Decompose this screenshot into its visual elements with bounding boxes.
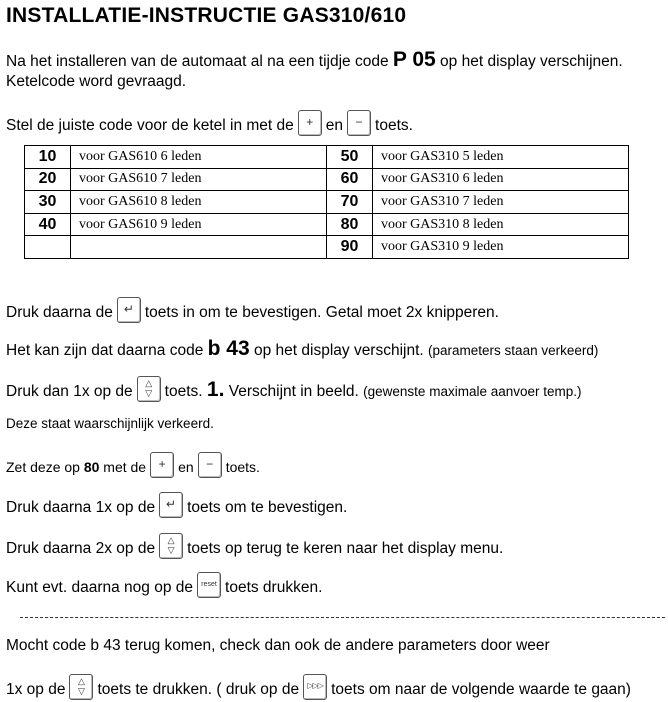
plus-key-icon: + [298, 110, 322, 136]
table-row [25, 236, 629, 259]
table-row [25, 191, 629, 214]
code-number-cell: 20 [25, 168, 71, 191]
set80-line [6, 452, 260, 478]
code-number-cell: 40 [25, 213, 71, 236]
code-number-cell: 80 [327, 213, 373, 236]
table-row [25, 213, 629, 236]
en-text: en [178, 459, 194, 475]
code-number-cell: 30 [25, 191, 71, 214]
set-code-line [6, 110, 413, 136]
value-one: 1. [206, 378, 225, 401]
back-text-2: toets op terug te keren naar het display menu. [187, 540, 504, 557]
confirm2-text: Druk daarna 1x op de [6, 499, 156, 516]
code-number-cell: 50 [327, 146, 373, 169]
reset-key-icon [197, 572, 221, 598]
code-description-cell: voor GAS310 9 leden [373, 236, 629, 259]
divider [20, 617, 665, 618]
wrong-line: Deze staat waarschijnlijk verkeerd. [6, 416, 214, 431]
enter-key-icon: ↵ [159, 492, 183, 518]
updown-key-icon: △ ▽ [159, 533, 183, 559]
code-number-cell: 10 [25, 146, 71, 169]
reset-text: Kunt evt. daarna nog op de [6, 579, 194, 596]
table-row [25, 168, 629, 191]
en-text: en [325, 117, 344, 134]
confirm-text-2: toets in om te bevestigen. Getal moet 2x knipperen. [144, 304, 499, 321]
confirm2-text-2: toets om te bevestigen. [187, 499, 348, 516]
back-text: Druk daarna 2x op de [6, 540, 156, 557]
again-text-2: toets te drukken. ( druk op de [97, 681, 300, 698]
press1x-toets: toets. [164, 383, 203, 400]
code-description-cell: voor GAS610 8 leden [71, 191, 327, 214]
table-row [25, 146, 629, 169]
intro-text: Na het installeren van de automaat al na een tijdje code [6, 53, 389, 70]
plus-key-icon: + [150, 452, 174, 478]
b43-text-2: op het display verschijnt. [253, 342, 424, 359]
press1x-text: Druk dan 1x op de [6, 383, 133, 400]
confirm-line [6, 297, 499, 323]
code-description-cell: voor GAS310 7 leden [373, 191, 629, 214]
code-table [24, 145, 629, 259]
b43-text: Het kan zijn dat daarna code [6, 342, 204, 359]
press1x-note: (gewenste maximale aanvoer temp.) [363, 384, 582, 399]
next-key-icon: ▷▷▷ [303, 674, 327, 700]
set80-text-2: met de [103, 459, 147, 475]
again-line-1: Mocht code b 43 terug komen, check dan ook de andere parameters door weer [6, 637, 550, 654]
b43-line [6, 337, 598, 361]
toets-text: toets. [225, 459, 260, 475]
reset-key-label: reset [201, 581, 217, 588]
code-description-cell: voor GAS310 5 leden [373, 146, 629, 169]
press1x-line [6, 376, 582, 402]
reset-text-2: toets drukken. [225, 579, 323, 596]
again-text: 1x op de [6, 681, 66, 698]
code-description-cell: voor GAS310 8 leden [373, 213, 629, 236]
updown-key-icon: △ ▽ [137, 376, 161, 402]
code-p05: P 05 [392, 48, 436, 71]
code-description-cell: voor GAS610 7 leden [71, 168, 327, 191]
page-title: INSTALLATIE-INSTRUCTIE GAS310/610 [6, 4, 407, 27]
enter-key-icon: ↵ [117, 297, 141, 323]
intro-text-2: op het display verschijnen. [440, 53, 623, 70]
code-description-cell: voor GAS610 6 leden [71, 146, 327, 169]
code-description-cell: voor GAS310 6 leden [373, 168, 629, 191]
code-number-cell: 70 [327, 191, 373, 214]
updown-key-icon: △ ▽ [69, 674, 93, 700]
intro-line-2: Ketelcode word gevraagd. [6, 73, 187, 90]
code-description-cell: voor GAS610 9 leden [71, 213, 327, 236]
minus-key-icon: − [347, 110, 371, 136]
minus-key-icon: − [198, 452, 222, 478]
code-number-cell: 90 [327, 236, 373, 259]
b43-note: (parameters staan verkeerd) [428, 343, 599, 358]
reset-line [6, 572, 322, 598]
again-text-3: toets om naar de volgende waarde te gaan) [331, 681, 631, 698]
code-b43: b 43 [207, 337, 250, 360]
set-code-text: Stel de juiste code voor de ketel in met de [6, 117, 294, 134]
press1x-text-2: Verschijnt in beeld. [228, 383, 359, 400]
code-number-cell: 60 [327, 168, 373, 191]
back-line [6, 533, 503, 559]
toets-text: toets. [375, 117, 413, 134]
again-line-2 [6, 674, 631, 700]
confirm2-line [6, 492, 347, 518]
intro-line-1 [6, 48, 623, 72]
confirm-text: Druk daarna de [6, 304, 113, 321]
set80-text: Zet deze op [6, 459, 80, 475]
code-number-cell [25, 236, 71, 259]
code-description-cell [71, 236, 327, 259]
value-80: 80 [83, 459, 100, 475]
